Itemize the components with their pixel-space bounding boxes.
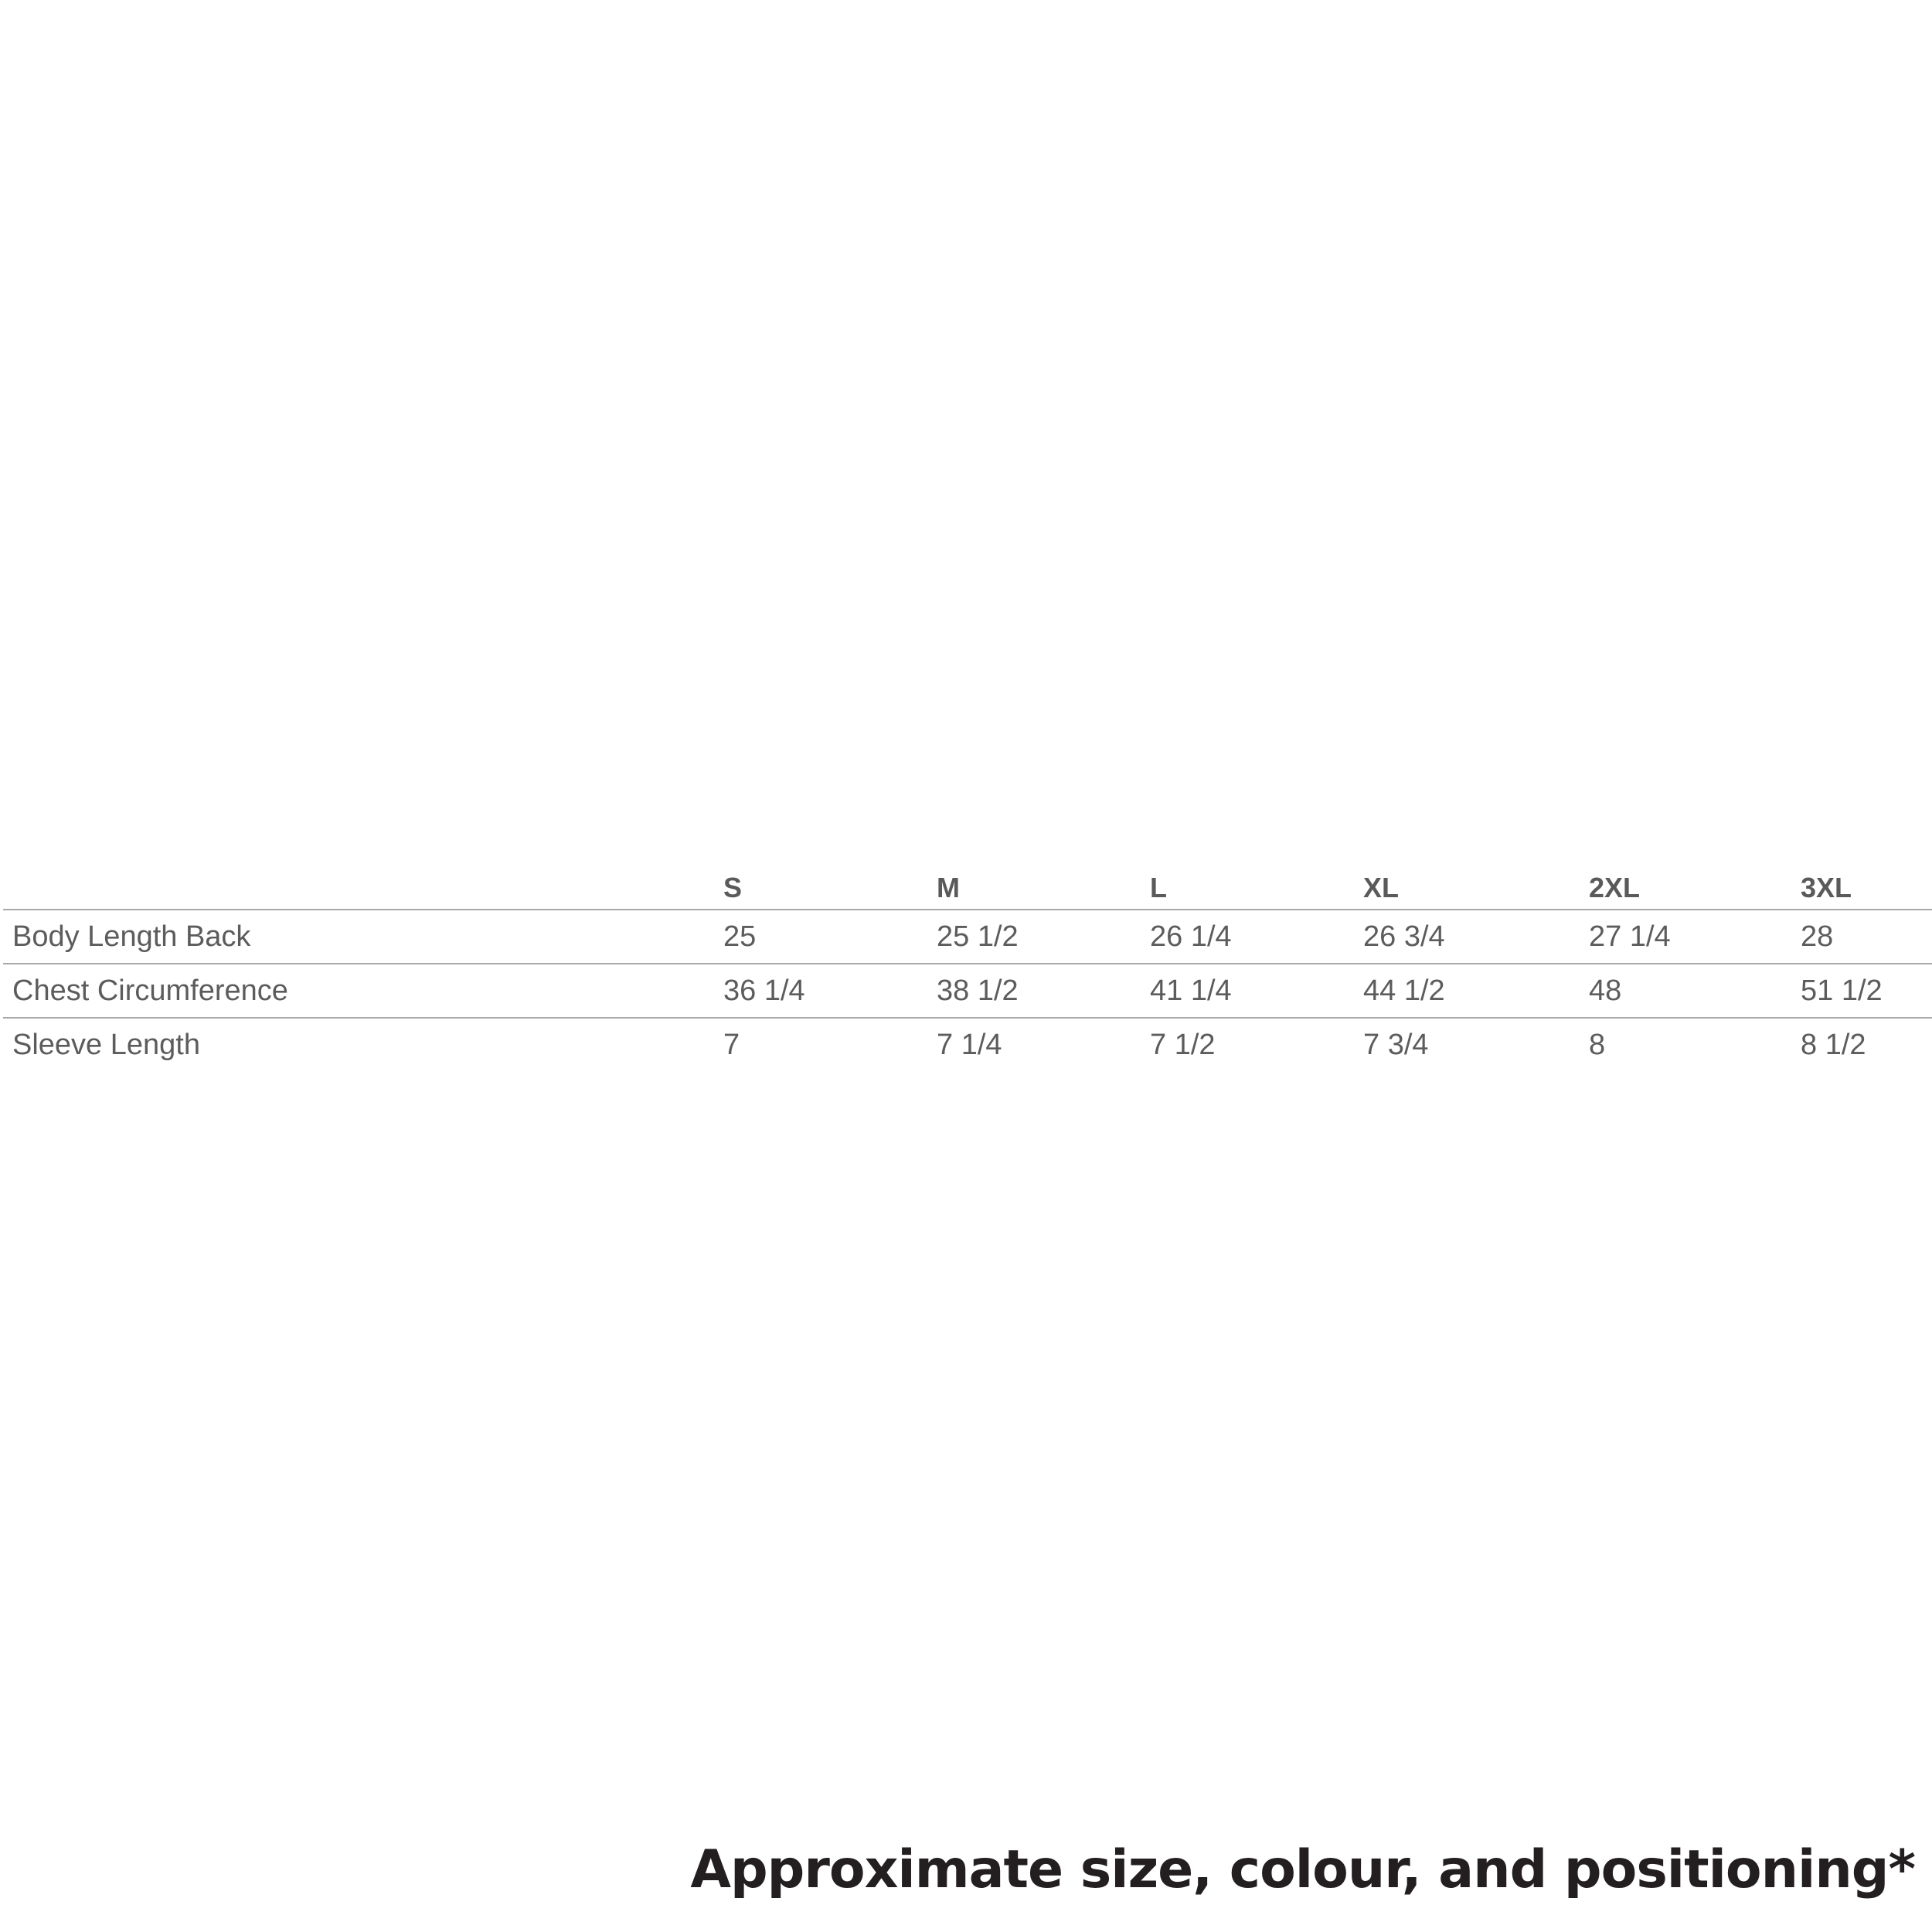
header-size-xl: XL <box>1363 850 1589 910</box>
table-cell: 44 1/2 <box>1363 964 1589 1018</box>
table-row <box>3 1018 1932 1071</box>
size-chart <box>3 850 1932 1071</box>
header-label-cell <box>3 850 723 910</box>
table-row <box>3 910 1932 964</box>
table-cell: 26 1/4 <box>1150 910 1363 964</box>
header-size-s: S <box>723 850 937 910</box>
header-size-3xl: 3XL <box>1801 850 1932 910</box>
row-label-chest-circumference: Chest Circumference <box>3 964 723 1018</box>
table-cell: 27 1/4 <box>1589 910 1801 964</box>
table-cell: 7 <box>723 1028 740 1061</box>
table-cell: 38 1/2 <box>937 964 1150 1018</box>
table-cell: 7 3/4 <box>1363 1028 1429 1061</box>
table-cell: 25 <box>723 910 937 964</box>
table-cell: 26 3/4 <box>1363 910 1589 964</box>
header-size-2xl: 2XL <box>1589 850 1801 910</box>
header-size-m: M <box>937 850 1150 910</box>
table-cell: 25 1/2 <box>937 910 1150 964</box>
table-cell: 7 1/4 <box>937 1028 1002 1061</box>
table-cell: 41 1/4 <box>1150 964 1363 1018</box>
table-cell: 7 1/2 <box>1150 1028 1216 1061</box>
row-label-sleeve-length: Sleeve Length <box>12 1028 200 1061</box>
header-size-l: L <box>1150 850 1363 910</box>
table-cell: 51 1/2 <box>1801 964 1932 1018</box>
table-row <box>3 964 1932 1018</box>
size-table <box>3 850 1932 1071</box>
disclaimer-text: Approximate size, colour, and positioning* <box>690 1839 1915 1900</box>
table-cell: 36 1/4 <box>723 964 937 1018</box>
header-row <box>3 850 1932 910</box>
table-cell: 8 1/2 <box>1801 1028 1866 1061</box>
row-label-body-length-back: Body Length Back <box>3 910 723 964</box>
table-cell: 8 <box>1589 1028 1606 1061</box>
table-cell: 48 <box>1589 964 1801 1018</box>
table-cell: 28 <box>1801 910 1932 964</box>
